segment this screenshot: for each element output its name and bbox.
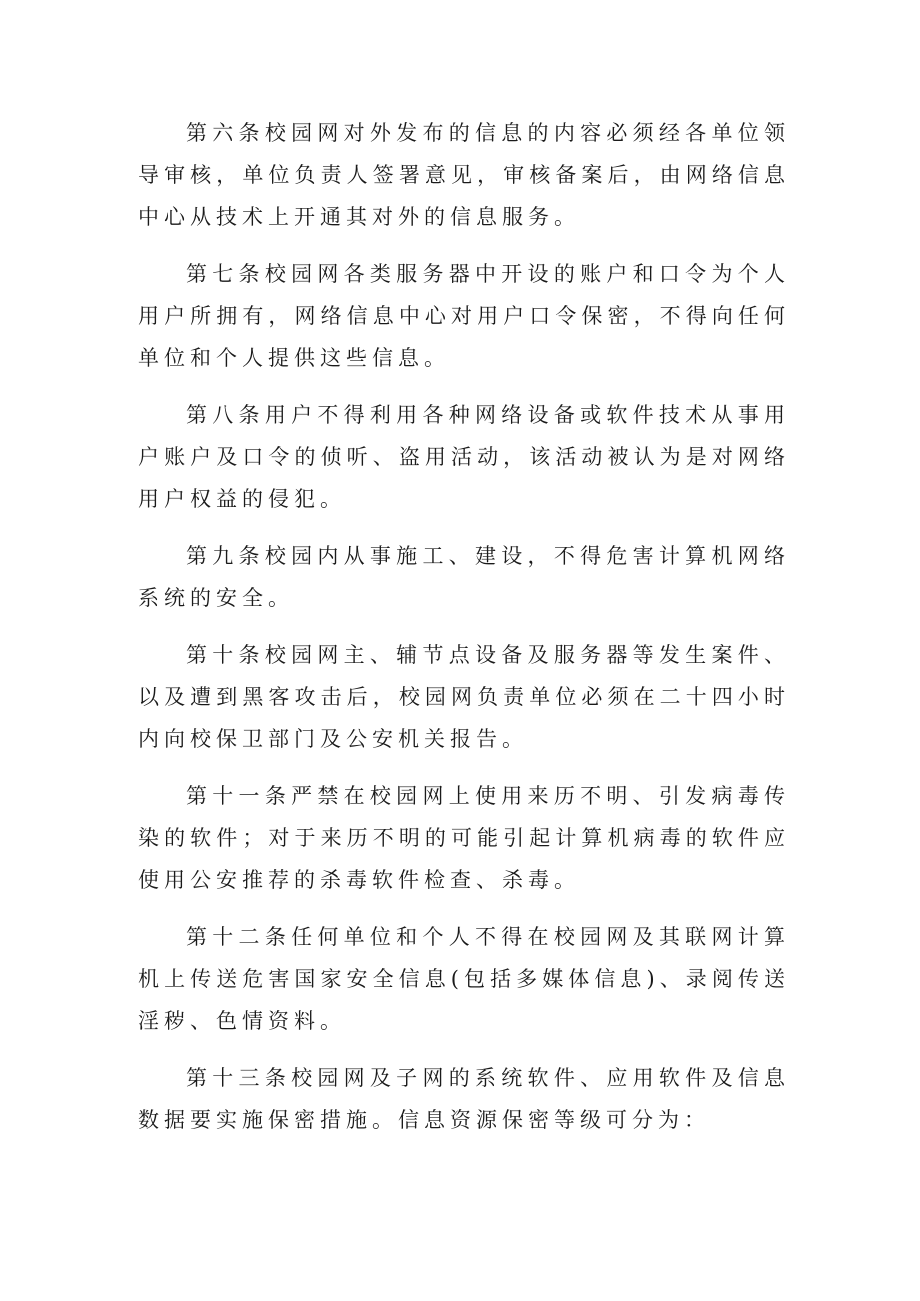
article-7-paragraph: 第七条校园网各类服务器中开设的账户和口令为个人用户所拥有，网络信息中心对用户口令保密，不得向任何单位和个人提供这些信息。 [138, 262, 790, 370]
article-12-paragraph: 第十二条任何单位和个人不得在校园网及其联网计算机上传送危害国家安全信息(包括多媒体信息)、录阅传送淫秽、色情资料。 [138, 925, 790, 1033]
article-6-paragraph: 第六条校园网对外发布的信息的内容必须经各单位领导审核，单位负责人签署意见，审核备案后，由网络信息中心从技术上开通其对外的信息服务。 [138, 121, 790, 229]
article-9-paragraph: 第九条校园内从事施工、建设，不得危害计算机网络系统的安全。 [138, 544, 790, 610]
article-10-paragraph: 第十条校园网主、辅节点设备及服务器等发生案件、以及遭到黑客攻击后，校园网负责单位必须在二十四小时内向校保卫部门及公安机关报告。 [138, 643, 790, 751]
article-8-paragraph: 第八条用户不得利用各种网络设备或软件技术从事用户账户及口令的侦听、盗用活动，该活动被认为是对网络用户权益的侵犯。 [138, 403, 790, 511]
article-13-paragraph: 第十三条校园网及子网的系统软件、应用软件及信息数据要实施保密措施。信息资源保密等级可分为： [138, 1066, 790, 1132]
article-11-paragraph: 第十一条严禁在校园网上使用来历不明、引发病毒传染的软件；对于来历不明的可能引起计算机病毒的软件应使用公安推荐的杀毒软件检查、杀毒。 [138, 784, 790, 892]
document-body [138, 112, 790, 1156]
